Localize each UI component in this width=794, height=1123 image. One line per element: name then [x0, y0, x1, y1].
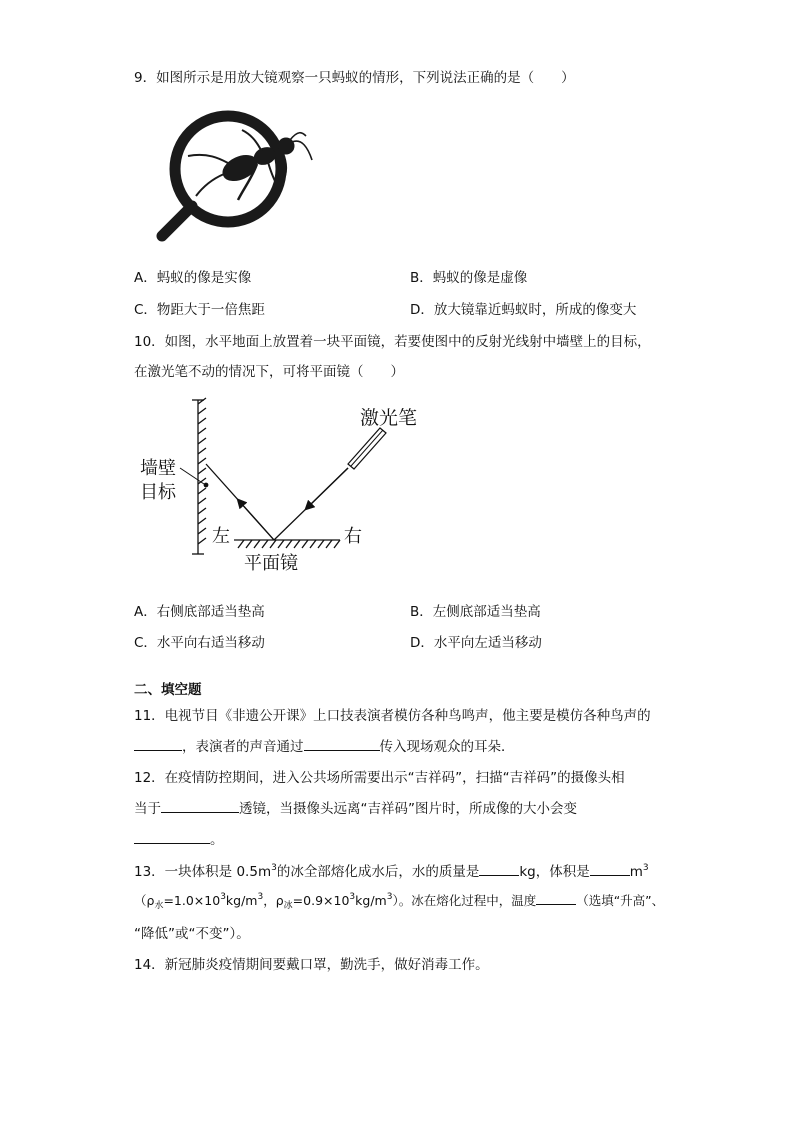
q11-blank-1[interactable] — [134, 738, 182, 751]
label-right: 右 — [344, 526, 362, 547]
target-dot — [204, 483, 209, 488]
label-wall: 墙壁 — [140, 458, 176, 479]
q9-option-c: C．物距大于一倍焦距 — [134, 302, 265, 318]
q9-option-d: D．放大镜靠近蚂蚁时，所成的像变大 — [410, 302, 637, 318]
q10-option-c: C．水平向右适当移动 — [134, 635, 265, 651]
q12-line2: 当于 透镜，当摄像头远离“吉祥码”图片时，所成像的大小会变 — [134, 801, 577, 817]
q12-blank-2[interactable] — [134, 831, 210, 844]
q11-line2: ，表演者的声音通过 传入现场观众的耳朵． — [134, 735, 515, 755]
q9-stem: 9．如图所示是用放大镜观察一只蚂蚁的情形，下列说法正确的是（ ） — [134, 70, 575, 86]
label-target: 目标 — [140, 482, 176, 503]
q13-blank-3[interactable] — [536, 892, 576, 905]
q13-line1: 13．一块体积是 $0.5m^3$的冰全部熔化成水后，水的质量是 kg，体积是 $m^3$ — [134, 863, 649, 880]
laser-pen-shape — [348, 428, 386, 469]
q9-option-a: A．蚂蚁的像是实像 — [134, 270, 252, 286]
label-mirror: 平面镜 — [244, 553, 298, 574]
q12-blank-1[interactable] — [161, 800, 239, 813]
q13-blank-2[interactable] — [590, 863, 630, 876]
q12-line1: 12．在疫情防控期间，进入公共场所需要出示“吉祥码”，扫描“吉祥码”的摄像头相 — [134, 770, 625, 786]
q9-magnifier-ant-figure — [152, 108, 322, 243]
mirror-shape — [234, 540, 340, 548]
ant-icon — [188, 130, 312, 200]
q10-stem-line2: 在激光笔不动的情况下，可将平面镜（ ） — [134, 364, 404, 380]
q9-option-b: B．蚂蚁的像是虚像 — [410, 270, 528, 286]
q13-blank-1[interactable] — [479, 863, 519, 876]
q10-stem-line1: 10．如图，水平地面上放置着一块平面镜，若要使图中的反射光线射中墙壁上的目标， — [134, 334, 651, 350]
q10-option-a: A．右侧底部适当垫高 — [134, 604, 265, 620]
label-left: 左 — [212, 526, 230, 547]
label-laser: 激光笔 — [360, 407, 418, 429]
q13-line3: “降低”或“不变”）。 — [134, 926, 250, 942]
q13-line2: （$\rho_水=1.0\times 10^3kg/m^3$，$\rho_冰=0.9\times 10^3kg/m^3$）。冰在熔化过程中，温度 （选填“升高”、 — [134, 892, 665, 911]
q12-line3: 。 — [134, 828, 224, 848]
q10-option-d: D．水平向左适当移动 — [410, 635, 542, 651]
q10-mirror-reflection-figure — [130, 392, 430, 582]
target-pointer — [180, 468, 204, 484]
wall-shape — [192, 398, 206, 554]
q14-line1: 14．新冠肺炎疫情期间要戴口罩，勤洗手，做好消毒工作。 — [134, 957, 489, 973]
q11-line1: 11．电视节目《非遗公开课》上口技表演者模仿各种鸟鸣声，他主要是模仿各种鸟声的 — [134, 708, 651, 724]
q10-option-b: B．左侧底部适当垫高 — [410, 604, 541, 620]
q11-blank-2[interactable] — [304, 738, 380, 751]
section-title: 二、填空题 — [134, 682, 202, 698]
